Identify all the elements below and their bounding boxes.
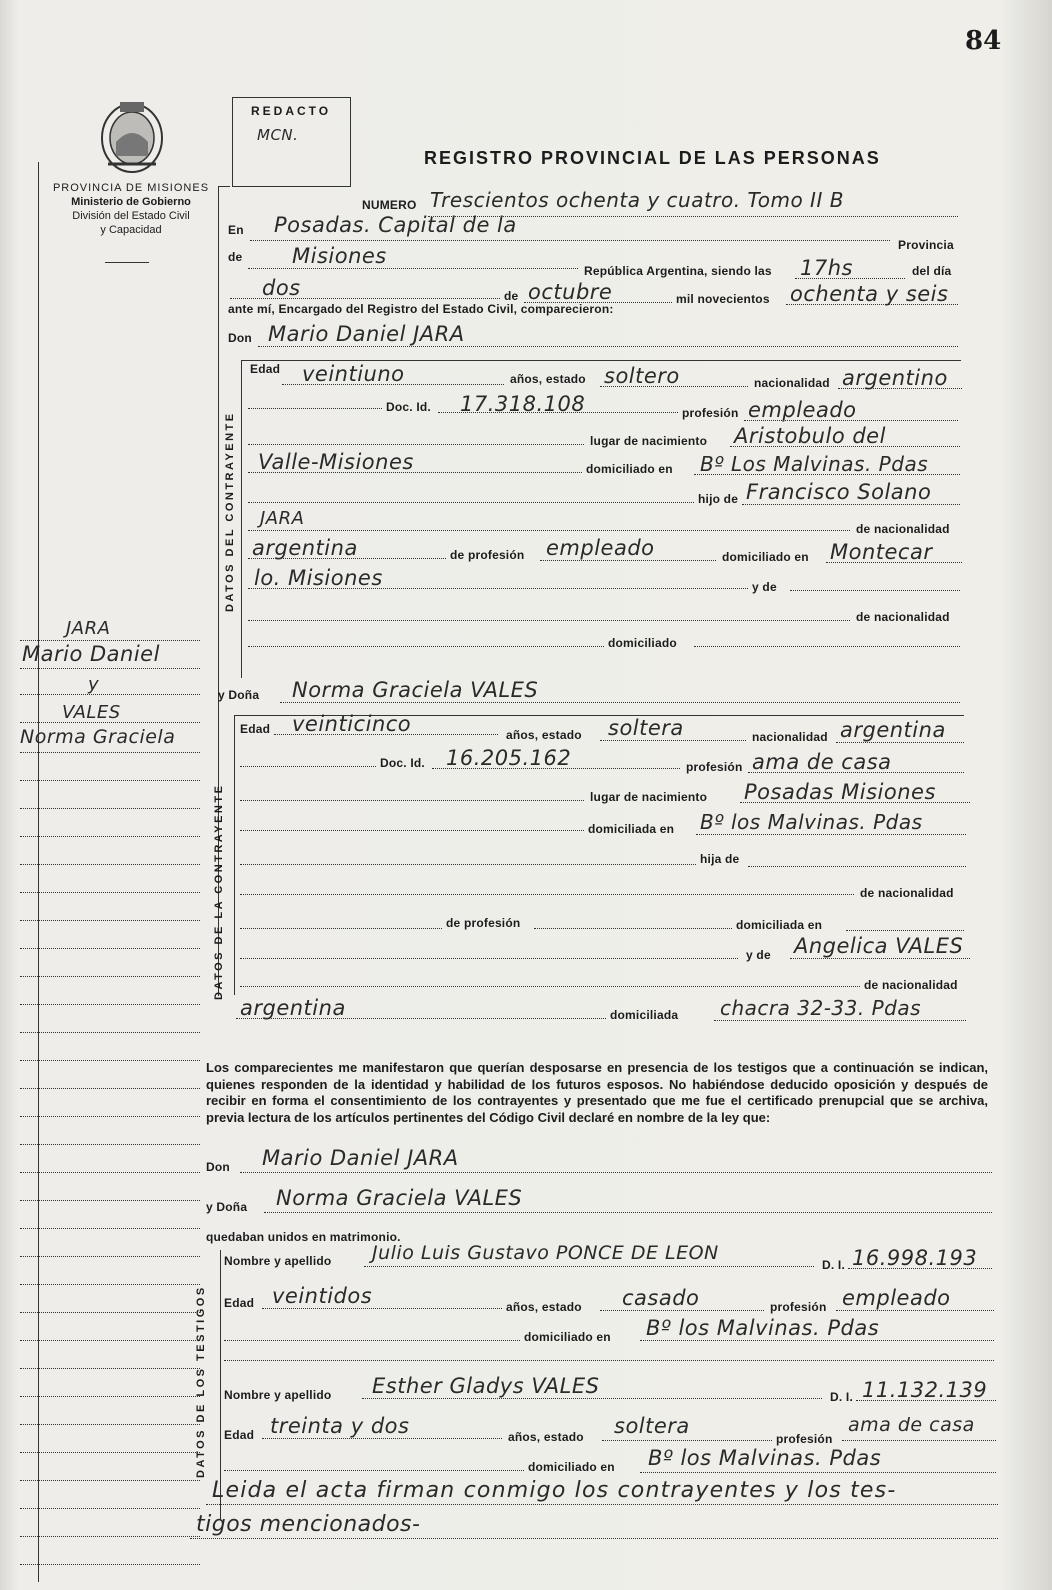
domiciliada-en2-label: domiciliada en: [736, 918, 823, 932]
dia-line: [230, 298, 500, 299]
hija-de-label: hija de: [700, 852, 740, 866]
madre-nac-line: [236, 1018, 606, 1019]
stamp-initials: MCN.: [257, 126, 299, 144]
dia-value: dos: [262, 276, 301, 300]
de-nacionalidad-m-label: de nacionalidad: [856, 522, 950, 536]
closing-rule-2: [190, 1538, 998, 1539]
lugar-f-value: Posadas Misiones: [744, 780, 936, 804]
en-value: Posadas. Capital de la: [274, 213, 517, 237]
republica-label: República Argentina, siendo las: [584, 264, 772, 278]
de-nacionalidad-f-label: de nacionalidad: [860, 886, 954, 900]
lugar-f-label: lugar de nacimiento: [590, 790, 708, 804]
margin-line: [20, 1536, 200, 1537]
margin-line: [20, 920, 200, 921]
margin-border: [38, 162, 39, 1582]
testigos-label: DATOS DE LOS TESTIGOS: [195, 1285, 207, 1478]
nac-m-value: argentino: [842, 366, 948, 390]
closing-line-2: tigos mencionados-: [196, 1512, 421, 1537]
de-province-value: Misiones: [292, 244, 387, 268]
edad-m-label: Edad: [250, 362, 281, 376]
t1-nombre-label: Nombre y apellido: [224, 1254, 332, 1268]
t1-estado-line: [600, 1310, 764, 1311]
padre-m1-line: [742, 504, 960, 505]
t2-dom-lead: [224, 1470, 524, 1471]
doc-f-value: 16.205.162: [446, 746, 572, 770]
y-dona-label: y Doña: [218, 688, 260, 702]
prof-f-line: [748, 772, 964, 773]
margin-line: [20, 1396, 200, 1397]
authority-division: División del Estado Civil: [72, 210, 190, 222]
domiciliado-m-label: domiciliado en: [586, 462, 673, 476]
del-dia-label: del día: [912, 264, 952, 278]
padre-dom1-line: [826, 562, 962, 563]
t2-di-label: D. I.: [830, 1390, 854, 1404]
nac-f-value: argentina: [840, 718, 946, 742]
t2-prof-line: [842, 1440, 996, 1441]
margin-line: [20, 668, 200, 669]
lugar-m-label: lugar de nacimiento: [590, 434, 708, 448]
contrayente-top: [241, 360, 961, 361]
redacto-stamp: [232, 97, 351, 187]
prof-m-value: empleado: [748, 398, 857, 422]
t1-prof-line: [836, 1310, 994, 1311]
nacionalidad-f-label: nacionalidad: [752, 730, 828, 744]
t1-dom-value: Bº los Malvinas. Pdas: [646, 1316, 880, 1340]
closing-line-1: Leida el acta firman conmigo los contrayentes y los tes-: [212, 1478, 897, 1503]
hijo-de-label: hijo de: [698, 492, 739, 506]
de-nacionalidad-f2-label: de nacionalidad: [864, 978, 958, 992]
t1-nombre-value: Julio Luis Gustavo PONCE DE LEON: [372, 1242, 719, 1264]
t2-di-line: [856, 1400, 996, 1401]
margin-line: [20, 752, 200, 753]
y-de-f-label: y de: [746, 948, 771, 962]
t2-di-value: 11.132.139: [862, 1378, 988, 1402]
margin-line: [20, 836, 200, 837]
domiciliado-m2-label: domiciliado: [608, 636, 677, 650]
hija-de-lead: [240, 864, 696, 865]
estado-f-line: [600, 740, 746, 741]
contrayente-border: [241, 360, 242, 678]
hijo-de-lead: [248, 502, 694, 503]
padre-prof-value: empleado: [546, 536, 655, 560]
lugar-m2-line: [248, 472, 582, 473]
lugar-m-lead: [248, 444, 584, 445]
t1-edad-label: Edad: [224, 1296, 255, 1310]
anio-line: [786, 304, 958, 305]
margin-line: [20, 808, 200, 809]
contrayente-f-label: DATOS DE LA CONTRAYENTE: [213, 783, 225, 1000]
padre-f-line: [240, 894, 854, 895]
margin-line: [20, 1564, 200, 1565]
margin-line: [20, 864, 200, 865]
madre-f-value: Angelica VALES: [794, 934, 964, 958]
t1-dom-lead: [224, 1340, 520, 1341]
t2-prof-value: ama de casa: [848, 1414, 975, 1436]
dona-line: [280, 702, 960, 703]
madre-f-line: [790, 958, 970, 959]
dom-f-value: Bº los Malvinas. Pdas: [700, 810, 923, 834]
decl-dona-line: [264, 1212, 992, 1213]
margin-line: [20, 976, 200, 977]
t1-di-label: D. I.: [822, 1258, 846, 1272]
domiciliada-f-label: domiciliada en: [588, 822, 675, 836]
doc-m-value: 17.318.108: [460, 392, 586, 416]
dom-m-line: [694, 474, 960, 475]
t2-domiciliado-label: domiciliado en: [528, 1460, 615, 1474]
en-label: En: [228, 223, 244, 237]
de-mes-label: de: [504, 289, 519, 303]
lugar-m1-value: Aristobulo del: [734, 424, 886, 448]
y-de-m-label: y de: [752, 580, 777, 594]
padre-nac-f-line: [240, 928, 442, 929]
madre-nac-value: argentina: [240, 996, 346, 1020]
margin-line: [20, 1060, 200, 1061]
padre-dom2-value: lo. Misiones: [254, 566, 383, 590]
don-value: Mario Daniel JARA: [268, 322, 465, 346]
dom-f-lead: [240, 830, 584, 831]
doc-m-lead: [248, 408, 382, 409]
padre-dom2-f-line: [240, 958, 738, 959]
estado-m-value: soltero: [604, 364, 680, 388]
domiciliada-f2-label: domiciliada: [610, 1008, 679, 1022]
profesion-f-label: profesión: [686, 760, 743, 774]
margin-line: [20, 1368, 200, 1369]
estado-f-value: soltera: [608, 716, 684, 740]
madre-nac-f-lead: [240, 986, 860, 987]
margin-line: [20, 1200, 200, 1201]
margin-line: [20, 892, 200, 893]
authority-province: PROVINCIA DE MISIONES: [52, 182, 210, 194]
margin-line: [20, 640, 200, 641]
decl-don-label: Don: [206, 1160, 230, 1174]
margin-line: [20, 1284, 200, 1285]
t1-di-value: 16.998.193: [852, 1246, 978, 1270]
estado-m-line: [600, 386, 748, 387]
t1-profesion-label: profesión: [770, 1300, 827, 1314]
de-line: [248, 268, 578, 269]
margin-surname-1: JARA: [66, 618, 111, 639]
t1-di-line: [848, 1268, 992, 1269]
margin-connector: y: [88, 674, 100, 695]
anos-estado-m-label: años, estado: [510, 372, 586, 386]
margin-line: [20, 1004, 200, 1005]
t1-edad-line: [262, 1308, 502, 1309]
quedaban-label: quedaban unidos en matrimonio.: [206, 1230, 401, 1244]
margin-line: [20, 694, 200, 695]
t1-prof-value: empleado: [842, 1286, 951, 1310]
margin-line: [20, 1144, 200, 1145]
padre-nac-value: argentina: [252, 536, 358, 560]
doc-f-label: Doc. Id.: [380, 756, 425, 770]
margin-line: [20, 1116, 200, 1117]
hora-line: [795, 278, 905, 279]
nac-f-line: [836, 742, 964, 743]
t2-edad-value: treinta y dos: [270, 1414, 410, 1438]
margin-line: [20, 1172, 200, 1173]
ante-label: ante mí, Encargado del Registro del Estado Civil, comparecieron:: [228, 302, 614, 316]
margin-name-1: Mario Daniel: [22, 642, 160, 666]
numero-value: Trescientos ochenta y cuatro. Tomo II B: [430, 188, 844, 212]
margin-line: [20, 1452, 200, 1453]
edad-m-value: veintiuno: [302, 362, 405, 386]
padre-prof-f-line: [534, 928, 732, 929]
padre-m2-value: JARA: [260, 508, 305, 529]
margin-line: [20, 1508, 200, 1509]
padre-m2-line: [248, 530, 850, 531]
margin-name-2: Norma Graciela: [20, 726, 176, 748]
margin-line: [20, 1312, 200, 1313]
madre-dom-m-line: [694, 646, 960, 647]
margin-line: [20, 948, 200, 949]
padre-m1-value: Francisco Solano: [746, 480, 932, 504]
lugar-m2-value: Valle-Misiones: [258, 450, 414, 474]
madre-m-line: [248, 620, 850, 621]
de-profesion-f-label: de profesión: [446, 916, 521, 930]
de-nacionalidad-m2-label: de nacionalidad: [856, 610, 950, 624]
declaration-paragraph: Los comparecientes me manifestaron que querían desposarse en presencia de los testigos que a continuación se indican, quienes responden de la identidad y habilidad de los futuros esposos. No habiéndose deducido oposición y después de recibir en forma el consentimiento de los contrayentes y presentado que me fue el certificado prenupcial que se archiva, previa lectura de los artículos pertinentes del Código Civil declaré en nombre de la ley que:: [206, 1060, 988, 1125]
t1-anos-label: años, estado: [506, 1300, 582, 1314]
hija-de-line: [748, 866, 966, 867]
t1-dom-line: [640, 1340, 994, 1341]
t2-edad-label: Edad: [224, 1428, 255, 1442]
edad-f-line: [274, 734, 498, 735]
t2-edad-line: [262, 1438, 502, 1439]
dom-f-line: [696, 834, 966, 835]
madre-dom-value: chacra 32-33. Pdas: [720, 996, 922, 1020]
margin-line: [20, 1256, 200, 1257]
en-line: [250, 240, 890, 241]
don-label: Don: [228, 331, 252, 345]
nacionalidad-m-label: nacionalidad: [754, 376, 830, 390]
t2-profesion-label: profesión: [776, 1432, 833, 1446]
y-de-m-line: [790, 590, 960, 591]
t2-dom-line: [640, 1472, 996, 1473]
prof-m-line: [744, 420, 958, 421]
numero-label: NUMERO: [362, 198, 417, 212]
madre-dom-line: [714, 1020, 966, 1021]
lugar-m1-line: [730, 446, 960, 447]
authority-ministry: Ministerio de Gobierno: [71, 196, 191, 208]
anio-value: ochenta y seis: [790, 282, 949, 306]
authority-capacity: y Capacidad: [100, 224, 162, 236]
lugar-f-line: [740, 802, 970, 803]
t2-anos-label: años, estado: [508, 1430, 584, 1444]
dom-m-value: Bº Los Malvinas. Pdas: [700, 452, 929, 476]
hora-value: 17hs: [800, 256, 853, 280]
t1-nombre-line: [364, 1266, 814, 1267]
margin-line: [20, 1340, 200, 1341]
margin-line: [20, 1228, 200, 1229]
margin-line: [20, 780, 200, 781]
t2-nombre-line: [362, 1398, 822, 1399]
provincia-label: Provincia: [898, 238, 954, 252]
t1-extra-line: [224, 1360, 994, 1361]
padre-dom2-line: [248, 588, 748, 589]
form-corner: [218, 186, 230, 187]
t2-nombre-value: Esther Gladys VALES: [372, 1374, 600, 1398]
margin-line: [20, 722, 200, 723]
de-profesion-m-label: de profesión: [450, 548, 525, 562]
page-number: 84: [965, 26, 1002, 56]
decl-don-value: Mario Daniel JARA: [262, 1146, 459, 1170]
t1-edad-value: veintidos: [272, 1284, 373, 1308]
t2-estado-line: [602, 1440, 772, 1441]
dona-value: Norma Graciela VALES: [292, 678, 539, 702]
margin-line: [20, 1088, 200, 1089]
profesion-m-label: profesión: [682, 406, 739, 420]
mes-value: octubre: [528, 280, 613, 304]
t1-domiciliado-label: domiciliado en: [524, 1330, 611, 1344]
margin-line: [20, 1424, 200, 1425]
prof-f-value: ama de casa: [752, 750, 892, 774]
margin-surname-2: VALES: [62, 702, 121, 723]
margin-line: [20, 1032, 200, 1033]
edad-f-value: veinticinco: [292, 712, 412, 736]
t2-estado-value: soltera: [614, 1414, 690, 1438]
lugar-f-lead: [240, 800, 584, 801]
doc-m-label: Doc. Id.: [386, 400, 431, 414]
doc-m-line: [438, 412, 678, 413]
padre-dom1-value: Montecar: [830, 540, 933, 564]
decl-don-line: [240, 1172, 992, 1173]
don-line: [258, 346, 958, 347]
authority-block: [46, 181, 216, 237]
page-title: REGISTRO PROVINCIAL DE LAS PERSONAS: [424, 148, 881, 168]
doc-f-lead: [240, 766, 376, 767]
t2-nombre-label: Nombre y apellido: [224, 1388, 332, 1402]
t2-dom-value: Bº los Malvinas. Pdas: [648, 1446, 882, 1470]
t1-estado-value: casado: [622, 1286, 700, 1310]
margin-line: [20, 1480, 200, 1481]
edad-m-line: [282, 384, 504, 385]
contrayente-f-border: [234, 715, 235, 995]
doc-f-line: [432, 768, 680, 769]
padre-prof-line: [540, 560, 716, 561]
edad-f-label: Edad: [240, 722, 271, 736]
padre-dom-f-line: [846, 930, 964, 931]
domiciliado-en2-label: domiciliado en: [722, 550, 809, 564]
madre-nac-m-line: [248, 646, 604, 647]
de-label: de: [228, 250, 243, 264]
stamp-title: REDACTO: [251, 104, 332, 118]
decl-dona-value: Norma Graciela VALES: [276, 1186, 523, 1210]
mil-novecientos-label: mil novecientos: [676, 292, 770, 306]
coat-of-arms-seal: [96, 98, 168, 176]
nac-m-line: [838, 388, 962, 389]
padre-nac-line: [248, 558, 446, 559]
contrayente-label: DATOS DEL CONTRAYENTE: [224, 411, 236, 612]
divider: [105, 262, 149, 263]
decl-dona-label: y Doña: [206, 1200, 248, 1214]
anos-estado-f-label: años, estado: [506, 728, 582, 742]
closing-rule-1: [206, 1504, 998, 1505]
